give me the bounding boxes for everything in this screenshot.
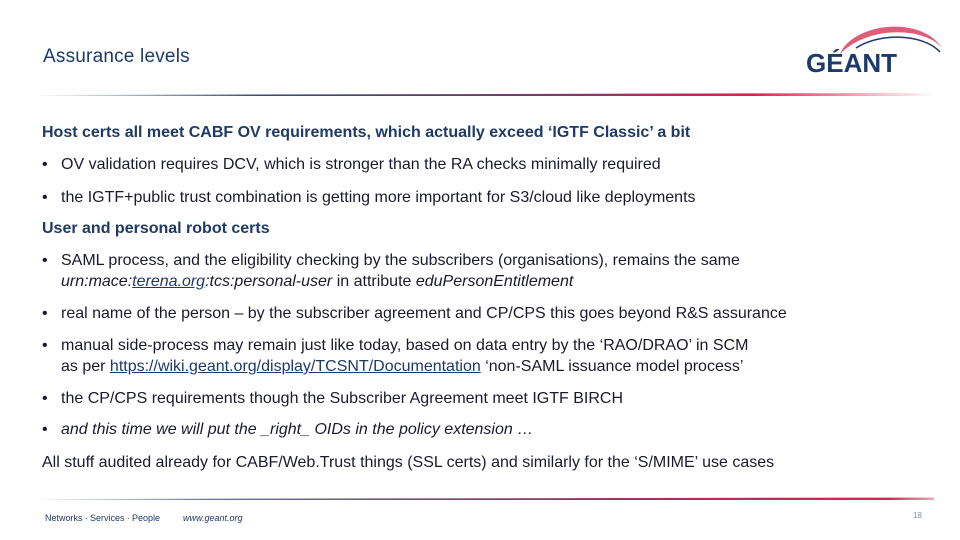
- footer-website[interactable]: www.geant.org: [183, 513, 243, 523]
- header-divider: [34, 90, 934, 99]
- terena-link[interactable]: terena.org: [132, 273, 206, 290]
- bullet-icon: •: [42, 189, 48, 206]
- geant-logo: [800, 18, 950, 82]
- bullet-continuation: urn:mace:terena.org:tcs:personal-user in attribute eduPersonEntitlement: [61, 273, 574, 290]
- bullet-continuation: as per https://wiki.geant.org/display/TCSNT/Documentation ‘non-SAML issuance model process’: [61, 358, 744, 375]
- heading-host-certs: Host certs all meet CABF OV requirements, which actually exceed ‘IGTF Classic’ a bit: [42, 124, 691, 141]
- heading-user-certs: User and personal robot certs: [42, 220, 270, 237]
- slide-title: Assurance levels: [43, 46, 190, 67]
- bullet-icon: •: [42, 252, 48, 269]
- bullet-icon: •: [42, 337, 48, 354]
- bullet-icon: •: [42, 390, 48, 407]
- page-number: 18: [913, 511, 922, 520]
- logo-text: GÉANT: [806, 48, 897, 78]
- bullet-icon: •: [42, 421, 48, 438]
- closing-statement: All stuff audited already for CABF/Web.Trust things (SSL certs) and similarly for the ‘S/MIME’ use cases: [42, 454, 775, 471]
- bullet-icon: •: [42, 305, 48, 322]
- bullet-icon: •: [42, 156, 48, 173]
- footer-divider: [34, 496, 934, 502]
- footer-tagline: Networks ∙ Services ∙ People: [45, 513, 161, 523]
- wiki-documentation-link[interactable]: https://wiki.geant.org/display/TCSNT/Documentation: [109, 358, 481, 375]
